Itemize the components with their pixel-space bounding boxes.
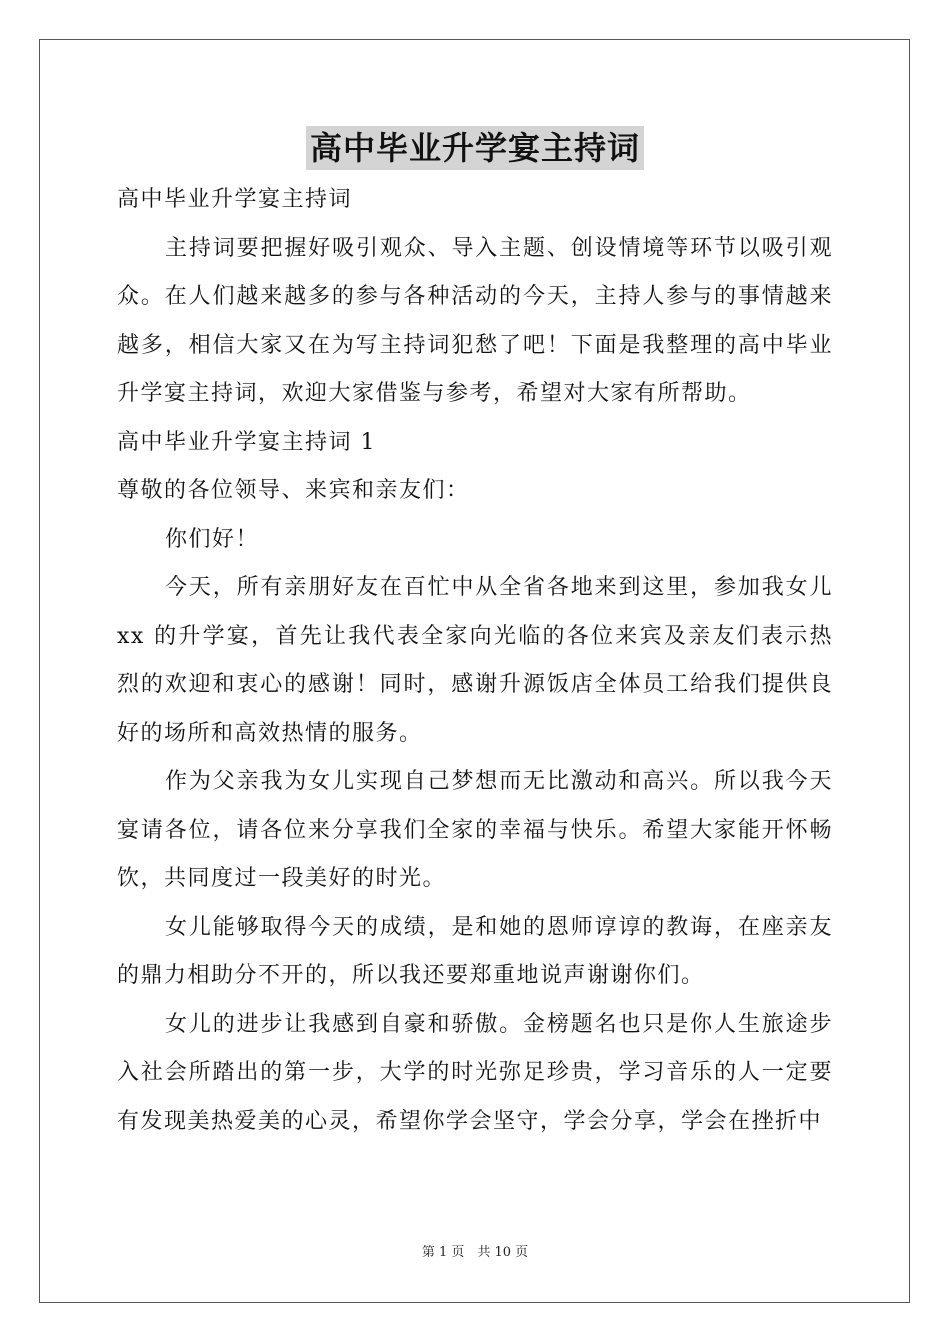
greeting: 你们好！ [165,526,260,552]
body-paragraph: 作为父亲我为女儿实现自己梦想而无比激动和高兴。所以我今天宴请各位，请各位来分享我们全家的幸福与快乐。希望大家能开怀畅饮，共同度过一段美好的时光。 [117,769,833,891]
page-footer [0,1244,950,1262]
body-paragraph: 女儿的进步让我感到自豪和骄傲。金榜题名也只是你人生旅途步入社会所踏出的第一步，大学的时光弥足珍贵，学习音乐的人一定要有发现美热爱美的心灵，希望你学会坚守，学会分享，学会在挫折中 [117,1011,833,1134]
document-body [117,176,833,1146]
salutation: 尊敬的各位领导、来宾和亲友们： [117,478,470,503]
section-heading: 高中毕业升学宴主持词 1 [117,429,376,455]
body-paragraph: 女儿能够取得今天的成绩，是和她的恩师谆谆的教诲，在座亲友的鼎力相助分不开的，所以我还要郑重地说声谢谢你们。 [117,914,833,988]
body-paragraph: 今天，所有亲朋好友在百忙中从全省各地来到这里，参加我女儿 xx 的升学宴，首先让我代表全家向光临的各位来宾及亲友们表示热烈的欢迎和衷心的感谢！同时，感谢升源饭店全体员工给我们提供良好的场所和高效热情的服务。 [117,575,833,746]
document-title: 高中毕业升学宴主持词 [306,126,644,170]
title-container [0,126,950,170]
page-number: 第 1 页 共 10 页 [421,1245,529,1260]
intro-paragraph: 主持词要把握好吸引观众、导入主题、创设情境等环节以吸引观众。在人们越来越多的参与各种活动的今天，主持人参与的事情越来越多，相信大家又在为写主持词犯愁了吧！下面是我整理的高中毕业升学宴主持词，欢迎大家借鉴与参考，希望对大家有所帮助。 [117,235,833,406]
document-subtitle: 高中毕业升学宴主持词 [117,187,353,212]
